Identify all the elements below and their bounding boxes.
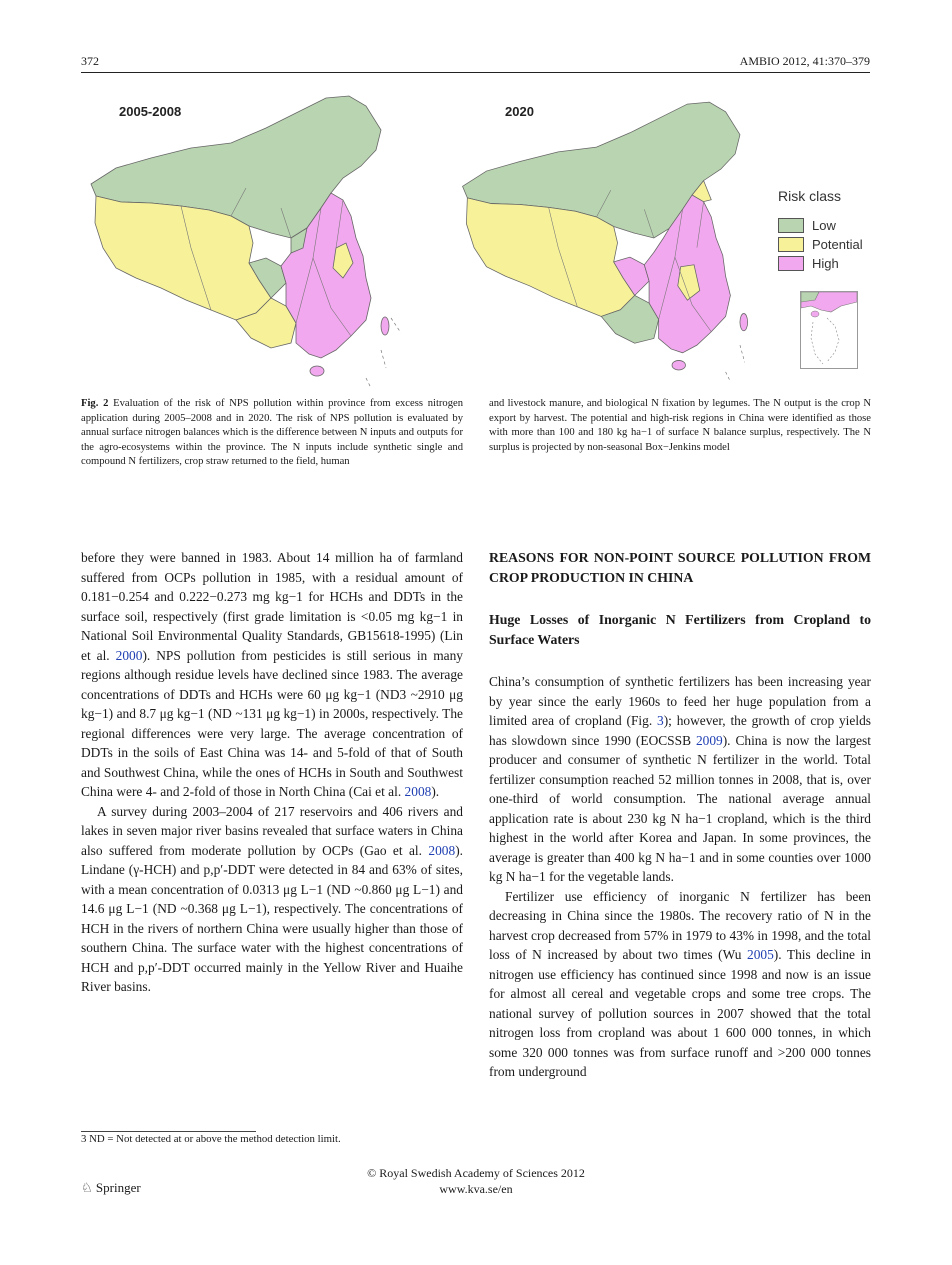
citation-link[interactable]: 2008 [404, 784, 432, 799]
panel-label-2020: 2020 [505, 104, 534, 119]
map-legend [778, 188, 863, 273]
south-china-sea-inset [800, 291, 858, 369]
map-panel-2005-2008 [81, 88, 426, 388]
page-number: 372 [81, 54, 99, 68]
figure-2 [81, 88, 871, 388]
china-map-2005-2008 [81, 88, 426, 388]
figure-caption-text-right: and livestock manure, and biological N fixation by legumes. The N output is the crop N export by harvest. The potential and high-risk regions in China were identified as those with more than 100 and 180 kg ha−1 of surface N balance surplus, respectively. The N surplus is projected by non-seasonal Box−Jenkins model [489, 398, 871, 453]
citation-link[interactable]: 2005 [747, 947, 774, 962]
legend-item-low [778, 216, 863, 235]
figure-caption-left [81, 397, 463, 470]
section-heading: REASONS FOR NON-POINT SOURCE POLLUTION FROM CROP PRODUCTION IN CHINA [489, 550, 871, 585]
map-panel-2020 [453, 88, 783, 388]
legend-item-high [778, 254, 863, 273]
hainan-island [310, 366, 324, 376]
paragraph [81, 548, 463, 802]
taiwan-island [740, 314, 748, 331]
inset-map [801, 292, 857, 368]
hainan-island [672, 360, 685, 370]
figure-caption-label: Fig. 2 [81, 398, 109, 409]
figure-caption-right [489, 397, 871, 455]
paragraph-text: ); however, the growth of crop yields has slowdown since 1990 (EOCSSB [489, 713, 871, 748]
springer-horse-icon: ♘ [81, 1180, 96, 1195]
figure-reference-link[interactable]: 3 [657, 713, 664, 728]
body-column-right [489, 548, 871, 1082]
paragraph-text: ). Lindane (γ-HCH) and p,p′-DDT were detected in 84 and 63% of sites, with a mean concentration of 0.0313 μg L−1 (ND ~0.860 μg L−1) and 14.6 μg L−1 (ND ~0.368 μg L−1), respectively. The concentrations of HCH in the rivers of northern China were usually higher than those of southern China. The surface water with the highest concentrations of HCH and p,p′-DDT occurred mainly in the Yellow River and Huaihe River basins. [81, 842, 463, 994]
publisher-logo [81, 1180, 141, 1196]
legend-label-high: High [812, 256, 839, 271]
page-header [81, 52, 870, 73]
sea-boundary [726, 345, 745, 381]
citation-link[interactable]: 2009 [695, 732, 723, 748]
legend-swatch-high [778, 256, 804, 271]
footnote: 3 ND = Not detected at or above the method detection limit. [81, 1133, 341, 1145]
page-footer [0, 1165, 952, 1197]
paragraph-text: ). NPS pollution from pesticides is still serious in many regions although residue levels have declined since 1983. The average concentrations of DDTs and HCHs were 60 μg kg−1 (ND3 ~2910 μg kg−1) and 8.7 μg kg−1 (ND ~131 μg kg−1) in 2000s, respectively. The regional differences were very large. The average concentration of DDTs in the soils of East China was 14- and 5-fold of that of South and Southwest China, while the ones of HCHs in South and Southwest China were 4- and 2-fold of those in North China (Cai et al. [81, 647, 463, 799]
inset-hainan [811, 311, 819, 317]
legend-item-potential [778, 235, 863, 254]
journal-citation: AMBIO 2012, 41:370–379 [739, 54, 870, 68]
paragraph-text: Fertilizer use efficiency of inorganic N fertilizer has been decreasing in China since the 1980s. The recovery ratio of N in the harvest crop decreased from 57% in 1979 to 43% in 1998, and the total loss of N increased by about two times (Wu [489, 888, 871, 962]
china-map-2020 [453, 88, 783, 388]
legend-label-low: Low [812, 218, 836, 233]
taiwan-island [381, 317, 389, 335]
inset-sea-boundary [811, 318, 839, 364]
paragraph-text: before they were banned in 1983. About 14 million ha of farmland suffered from OCPs pollution in 1985, with a residual amount of 0.181−0.254 and 0.222−0.273 mg kg−1 for HCHs and DDTs in the surface soil, respectively (first grade limitation is <0.05 mg kg−1 in National Soil Environmental Quality Standards, GB15618-1995) (Lin et al. [81, 550, 463, 663]
figure-caption-text-left: Evaluation of the risk of NPS pollution within province from excess nitrogen application during 2005–2008 and in 2020. The risk of NPS pollution is evaluated by annual surface nitrogen balances which is the difference between N inputs and outputs for the agro-ecosystems within the province. The N inputs include synthetic single and compound N fertilizers, crop straw returned to the field, human [81, 398, 464, 468]
paragraph [81, 802, 463, 997]
legend-label-potential: Potential [812, 237, 863, 252]
citation-link[interactable]: 2000 [115, 647, 143, 663]
paragraph-text: ). China is now the largest producer and consumer of synthetic N fertilizer in the world. Total fertilizer consumption reached 52 million tonnes in 2008, that is, over one-third of world consumption. The national average annual application rate is about 230 kg N ha−1 cropland, which is the third highest in the world after Korea and Japan. In some provinces, the average is greater than 400 kg N ha−1 and in some counties over 1000 kg N ha−1 for the vegetable lands. [489, 732, 871, 884]
panel-label-2005-2008: 2005-2008 [119, 104, 182, 119]
body-column-left [81, 548, 463, 997]
paragraph [489, 887, 871, 1082]
paragraph [489, 672, 871, 887]
publisher-name: Springer [95, 1180, 141, 1195]
legend-title: Risk class [778, 188, 842, 204]
copyright-line: © Royal Swedish Academy of Sciences 2012 [367, 1166, 585, 1180]
paragraph-text: China’s consumption of synthetic fertilizers has been increasing year by year since the early 1960s to feed her huge population from a limited area of cropland (Fig. [489, 674, 871, 728]
paragraph-text: ). [431, 784, 440, 799]
legend-swatch-low [778, 218, 804, 233]
paragraph-text: ). This decline in nitrogen use efficiency has continued since 1998 and now is an issue for almost all cereal and vegetable crops and some tree crops. The national survey of pollution sources in 2007 showed that the total nitrogen loss from cropland was about 1 600 000 tonnes, in which some 320 000 tonnes was from surface runoff and >200 000 tonnes from underground [489, 947, 871, 1079]
subsection-heading: Huge Losses of Inorganic N Fertilizers from Cropland to Surface Waters [489, 612, 871, 647]
citation-link[interactable]: 2008 [428, 842, 456, 858]
legend-swatch-potential [778, 237, 804, 252]
paragraph-text: A survey during 2003–2004 of 217 reservoirs and 406 rivers and lakes in seven major river basins revealed that surface waters in China also suffered from moderate pollution by OCPs (Gao et al. [81, 803, 463, 858]
footer-website: www.kva.se/en [439, 1182, 513, 1196]
